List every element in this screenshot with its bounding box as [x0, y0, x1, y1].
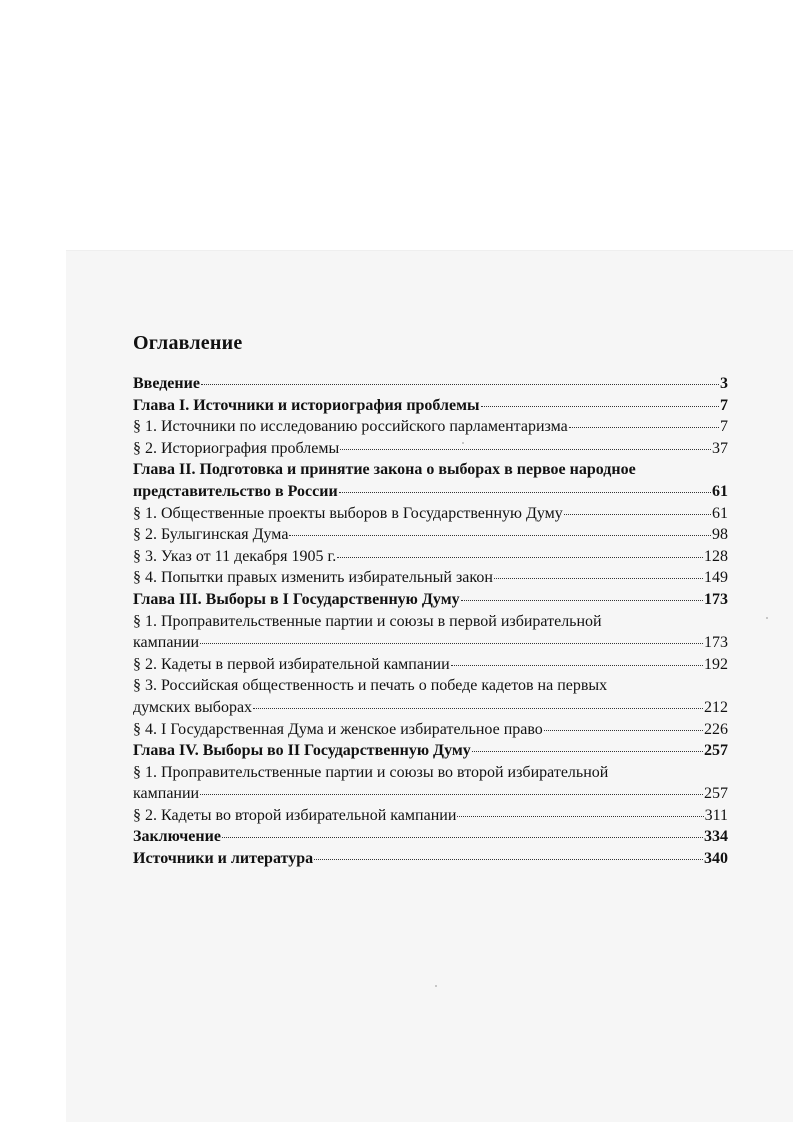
toc-entry-section [133, 524, 728, 546]
toc-entry-section-first-line: § 3. Российская общественность и печать о победе кадетов на первых [133, 677, 608, 695]
toc-entry-section [133, 567, 728, 589]
dot-leader [200, 642, 703, 644]
toc-entry-label: представительство в России [133, 482, 338, 500]
toc-entry-chapter-2-first-line: Глава II. Подготовка и принятие закона о выборах в первое народное [133, 461, 636, 479]
toc-entry-section-first-line: § 1. Проправительственные партии и союзы во второй избирательной [133, 763, 609, 781]
dot-leader [314, 858, 703, 860]
toc-entry-sources [133, 848, 728, 870]
toc-entry-label: Заключение [133, 828, 221, 846]
toc-page-number: 257 [704, 742, 728, 760]
toc-page-number: 226 [704, 720, 728, 738]
toc-entry-section [133, 632, 728, 654]
toc-page-number: 3 [720, 375, 728, 392]
toc-entry-label: Введение [133, 375, 200, 392]
scan-speck [766, 617, 768, 619]
toc-entry-label: думских выборах [133, 698, 253, 716]
dot-leader [201, 383, 719, 385]
toc-entry-label: Глава I. Источники и историография проблемы [133, 396, 480, 414]
toc-entry-conclusion [133, 826, 728, 848]
toc-entry-label: § 4. I Государственная Дума и женское избирательное право [133, 720, 543, 738]
toc-entry-label: § 2. Кадеты в первой избирательной кампании [133, 655, 450, 673]
dot-leader [337, 556, 703, 558]
dot-leader [200, 793, 703, 795]
toc-entry-section [133, 546, 728, 568]
dot-leader [461, 599, 703, 601]
toc-entry-section [133, 438, 728, 460]
toc-page-number: 173 [704, 634, 728, 652]
toc-entry-section [133, 697, 728, 719]
toc-entry-section [133, 503, 728, 525]
toc-entry-section [133, 805, 728, 827]
dot-leader [544, 729, 703, 731]
toc-page-number: 7 [720, 396, 728, 414]
toc-entry-section [133, 416, 728, 438]
table-of-contents [133, 332, 728, 870]
dot-leader [457, 815, 703, 817]
dot-leader [451, 664, 703, 666]
toc-entry-label: § 4. Попытки правых изменить избирательный закон [133, 569, 493, 587]
dot-leader [289, 534, 711, 536]
dot-leader [494, 577, 703, 579]
toc-page-number: 192 [704, 655, 728, 673]
dot-leader [253, 707, 703, 709]
toc-entry-label: § 2. Кадеты во второй избирательной кампании [133, 806, 457, 824]
toc-entry-chapter-3 [133, 589, 728, 611]
toc-page-number: 7 [720, 418, 728, 436]
toc-entry-chapter-1 [133, 395, 728, 417]
toc-entry-chapter-4 [133, 740, 728, 762]
dot-leader [564, 513, 711, 515]
dot-leader [222, 836, 703, 838]
toc-page-number: 173 [704, 590, 728, 608]
toc-entry-section [133, 719, 728, 741]
toc-entry-label: § 1. Общественные проекты выборов в Государственную Думу [133, 504, 563, 522]
toc-entry-label: кампании [133, 634, 200, 652]
dot-leader [569, 426, 719, 428]
toc-page-number: 61 [712, 482, 728, 500]
toc-entry-section-first-line: § 1. Проправительственные партии и союзы в первой избирательной [133, 612, 602, 630]
toc-entry-chapter-2 [133, 481, 728, 503]
toc-page-number: 334 [704, 828, 728, 846]
toc-page-number: 37 [712, 439, 728, 457]
toc-title: Оглавление [133, 332, 243, 354]
toc-entry-label: § 3. Указ от 11 декабря 1905 г. [133, 547, 337, 565]
toc-entry-section [133, 783, 728, 805]
toc-entry-label: Глава IV. Выборы во II Государственную Думу [133, 742, 471, 760]
dot-leader [472, 750, 703, 752]
toc-page-number: 98 [712, 526, 728, 544]
toc-entry-section [133, 654, 728, 676]
toc-entry-introduction [133, 373, 728, 395]
dot-leader [340, 448, 711, 450]
toc-entry-label: § 2. Историография проблемы [133, 439, 340, 457]
dot-leader [339, 491, 711, 493]
scan-edge [66, 250, 793, 251]
toc-page-number: 128 [704, 547, 728, 565]
toc-entry-label: Источники и литература [133, 850, 314, 868]
toc-page-number: 149 [704, 569, 728, 587]
toc-entry-label: Глава III. Выборы в I Государственную Думу [133, 590, 460, 608]
toc-page-number: 340 [704, 850, 728, 868]
dot-leader [481, 405, 720, 407]
toc-page-number: 311 [704, 806, 728, 824]
toc-entry-label: кампании [133, 785, 200, 803]
toc-entry-label: § 1. Источники по исследованию российского парламентаризма [133, 418, 568, 436]
toc-page-number: 257 [704, 785, 728, 803]
toc-page-number: 61 [712, 504, 728, 522]
scan-speck [435, 985, 437, 987]
toc-page-number: 212 [704, 698, 728, 716]
toc-entry-label: § 2. Булыгинская Дума [133, 526, 289, 544]
